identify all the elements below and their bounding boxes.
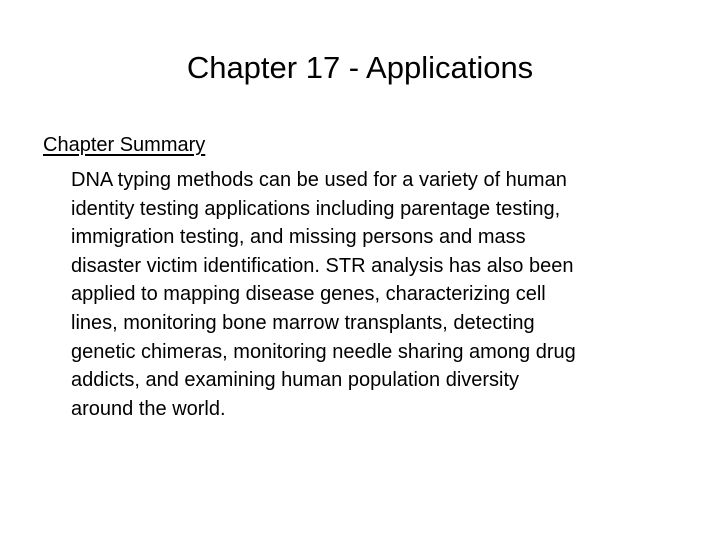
summary-line: lines, monitoring bone marrow transplants, detecting [71,311,535,334]
summary-line: applied to mapping disease genes, characterizing cell [71,283,546,306]
summary-line: immigration testing, and missing persons and mass [71,226,526,249]
summary-line: around the world. [71,397,226,420]
section-heading: Chapter Summary [43,134,206,156]
summary-line: disaster victim identification. STR analysis has also been [71,254,574,277]
summary-line: genetic chimeras, monitoring needle sharing among drug [71,340,576,363]
summary-paragraph [71,166,711,423]
summary-line: addicts, and examining human population diversity [71,369,520,392]
summary-line: identity testing applications including parentage testing, [71,197,561,220]
slide-title: Chapter 17 - Applications [186,50,534,85]
summary-line: DNA typing methods can be used for a variety of human [71,169,567,191]
